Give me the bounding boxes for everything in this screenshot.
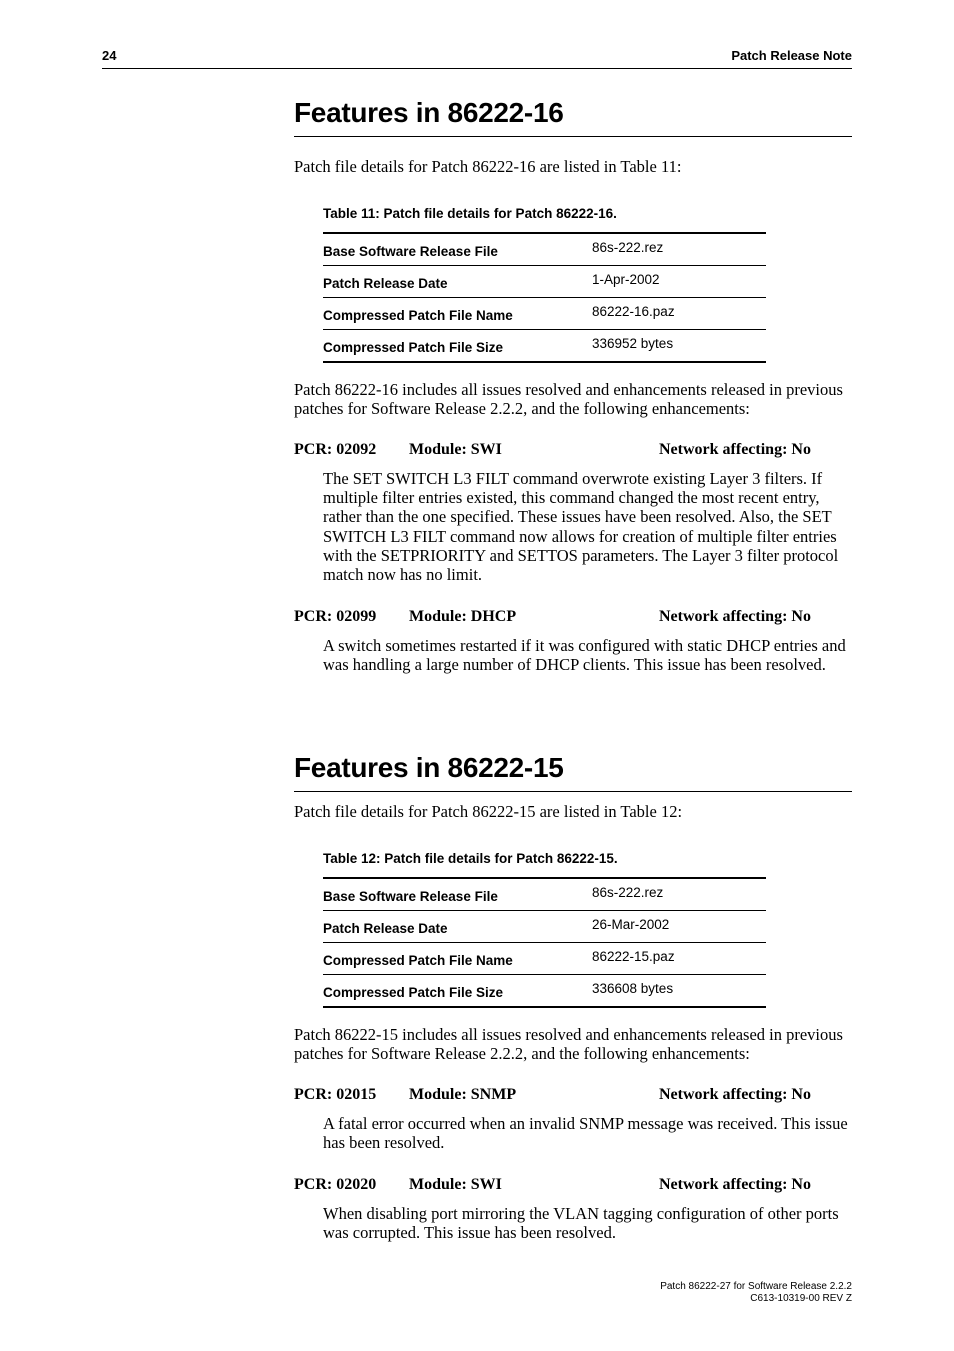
pcr-heading [294,441,852,461]
row-value: 336952 bytes [592,330,766,363]
table-row [323,330,766,363]
row-label: Compressed Patch File Size [323,330,592,363]
pcr-module: Module: DHCP [409,608,517,625]
footer-release: Patch 86222-27 for Software Release 2.2.2 [660,1281,852,1292]
row-label: Compressed Patch File Size [323,975,592,1008]
row-label: Patch Release Date [323,911,592,943]
table-caption: Table 12: Patch file details for Patch 86222-15. [323,851,618,866]
section-summary: Patch 86222-16 includes all issues resolved and enhancements released in previous patches for Software Release 2.2.2, and the following enhancements: [294,380,843,419]
header-rule [102,68,852,69]
table-row [323,911,766,943]
row-label: Patch Release Date [323,266,592,298]
patch-details-table [323,232,766,363]
pcr-network-affecting: Network affecting: No [659,608,811,625]
section-rule [294,136,852,137]
row-value: 1-Apr-2002 [592,266,766,298]
row-value: 86222-16.paz [592,298,766,330]
table-caption: Table 11: Patch file details for Patch 86222-16. [323,206,617,221]
pcr-module: Module: SWI [409,441,502,458]
pcr-module: Module: SNMP [409,1086,517,1103]
row-value: 86s-222.rez [592,878,766,911]
table-row [323,233,766,266]
pcr-number: PCR: 02015 [294,1086,377,1103]
pcr-network-affecting: Network affecting: No [659,1176,811,1193]
pcr-description: When disabling port mirroring the VLAN tagging configuration of other ports was corrupted. This issue has been resolved. [323,1204,839,1243]
table-row [323,975,766,1008]
pcr-number: PCR: 02020 [294,1176,377,1193]
row-label: Base Software Release File [323,878,592,911]
table-row [323,943,766,975]
row-value: 86s-222.rez [592,233,766,266]
pcr-description: A switch sometimes restarted if it was configured with static DHCP entries and was handling a large number of DHCP clients. This issue has been resolved. [323,636,846,675]
running-title: Patch Release Note [731,48,852,63]
pcr-module: Module: SWI [409,1176,502,1193]
pcr-description: A fatal error occurred when an invalid SNMP message was received. This issue has been resolved. [323,1114,848,1153]
section-intro: Patch file details for Patch 86222-16 are listed in Table 11: [294,157,682,176]
row-value: 26-Mar-2002 [592,911,766,943]
section-rule [294,791,852,792]
pcr-heading [294,1086,852,1106]
row-label: Compressed Patch File Name [323,298,592,330]
row-label: Compressed Patch File Name [323,943,592,975]
row-value: 336608 bytes [592,975,766,1008]
patch-details-table [323,877,766,1008]
footer-doc-id: C613-10319-00 REV Z [750,1293,852,1304]
pcr-heading [294,1176,852,1196]
pcr-description: The SET SWITCH L3 FILT command overwrote existing Layer 3 filters. If multiple filter entries existed, this command changed the most recent entry, rather than the one specified. These issues have been resolved. Also, the SET SWITCH L3 FILT command now allows for creation of multiple filter entries with the SETPRIORITY and SETTOS parameters. The Layer 3 filter protocol match now has no limit. [323,469,839,585]
page-footer [660,1281,852,1305]
table-row [323,298,766,330]
pcr-heading [294,608,852,628]
section-summary: Patch 86222-15 includes all issues resolved and enhancements released in previous patches for Software Release 2.2.2, and the following enhancements: [294,1025,843,1064]
section-title: Features in 86222-16 [294,97,564,128]
section-intro: Patch file details for Patch 86222-15 are listed in Table 12: [294,802,683,821]
pcr-number: PCR: 02099 [294,608,377,625]
page-number: 24 [102,48,117,63]
pcr-network-affecting: Network affecting: No [659,1086,811,1103]
row-value: 86222-15.paz [592,943,766,975]
table-row [323,878,766,911]
pcr-network-affecting: Network affecting: No [659,441,811,458]
section-title: Features in 86222-15 [294,752,564,783]
pcr-number: PCR: 02092 [294,441,377,458]
row-label: Base Software Release File [323,233,592,266]
table-row [323,266,766,298]
